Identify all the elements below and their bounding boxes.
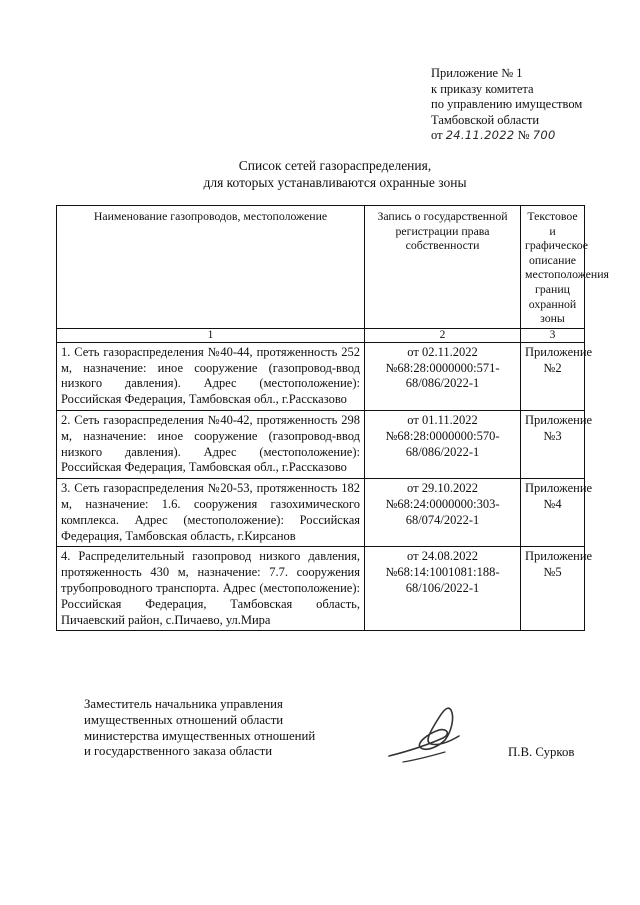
signature-image: [385, 700, 465, 770]
title-line-2: для которых устанавливаются охранные зоны: [203, 175, 467, 190]
appendix-title: Приложение № 1: [431, 66, 523, 80]
registration-cell: от 24.08.2022 №68:14:1001081:188-68/106/2022-1: [365, 547, 521, 631]
description-cell: Приложение №2: [521, 342, 585, 410]
table-row: [57, 479, 585, 547]
date-prefix: от: [431, 128, 443, 143]
signer-line-1: Заместитель начальника управления: [84, 697, 283, 711]
signer-name: П.В. Сурков: [508, 745, 575, 759]
registration-cell: от 02.11.2022 №68:28:0000000:571-68/086/2022-1: [365, 342, 521, 410]
signer-line-3: министерства имущественных отношений: [84, 728, 316, 743]
handwritten-number: 700: [532, 128, 556, 143]
header-registration: Запись о государственной регистрации права собственности: [365, 206, 521, 329]
description-cell: Приложение №3: [521, 410, 585, 478]
table-header-row: [57, 206, 585, 329]
network-name-cell: 4. Распределительный газопровод низкого давления, протяженность 430 м, назначение: 7.7. сооружения трубопроводного транспорта. Адрес (местоположение): Российская Федерация, Тамбовская область, Пичаевский район, с.Пичаево, ул.Мира: [57, 547, 365, 631]
signer-line-2: имущественных отношений области: [84, 712, 284, 727]
network-name-cell: 2. Сеть газораспределения №40-42, протяженность 298 м, назначение: иное сооружение (газопровод-ввод низкого давления). Адрес (местоположение): Российская Федерация, Тамбовская обл., г.Рассказово: [57, 410, 365, 478]
appendix-date-line: [431, 128, 582, 144]
column-number-row: [57, 328, 585, 342]
appendix-block: [431, 66, 582, 144]
table-row: [57, 547, 585, 631]
column-number: 1: [57, 328, 365, 342]
header-description: Текстовое и графическое описание местоположения границ охранной зоны: [521, 206, 585, 329]
network-name-cell: 1. Сеть газораспределения №40-44, протяженность 252 м, назначение: иное сооружение (газопровод-ввод низкого давления). Адрес (местоположение): Российская Федерация, Тамбовская обл., г.Рассказово: [57, 342, 365, 410]
table-row: [57, 410, 585, 478]
number-prefix: №: [517, 128, 530, 143]
appendix-committee-line: по управлению имуществом: [431, 97, 583, 112]
signer-line-4: и государственного заказа области: [84, 744, 273, 759]
network-name-cell: 3. Сеть газораспределения №20-53, протяженность 182 м, назначение: 1.6. сооружения газохимического комплекса. Адрес (местоположение): Российская Федерация, Тамбовская область, г.Кирсанов: [57, 479, 365, 547]
appendix-region-line: Тамбовской области: [431, 112, 540, 127]
registration-cell: от 01.11.2022 №68:28:0000000:570-68/086/2022-1: [365, 410, 521, 478]
table-row: [57, 342, 585, 410]
signer-position: [84, 697, 315, 760]
appendix-order-line: к приказу комитета: [431, 81, 534, 96]
document-title: [130, 157, 540, 191]
header-name: Наименование газопроводов, местоположение: [57, 206, 365, 329]
gas-networks-table: [56, 205, 609, 631]
registration-cell: от 29.10.2022 №68:24:0000000:303-68/074/2022-1: [365, 479, 521, 547]
column-number: 2: [365, 328, 521, 342]
column-number: 3: [521, 328, 585, 342]
description-cell: Приложение №5: [521, 547, 585, 631]
description-cell: Приложение №4: [521, 479, 585, 547]
title-line-1: Список сетей газораспределения,: [238, 158, 432, 173]
handwritten-date: 24.11.2022: [445, 128, 515, 143]
